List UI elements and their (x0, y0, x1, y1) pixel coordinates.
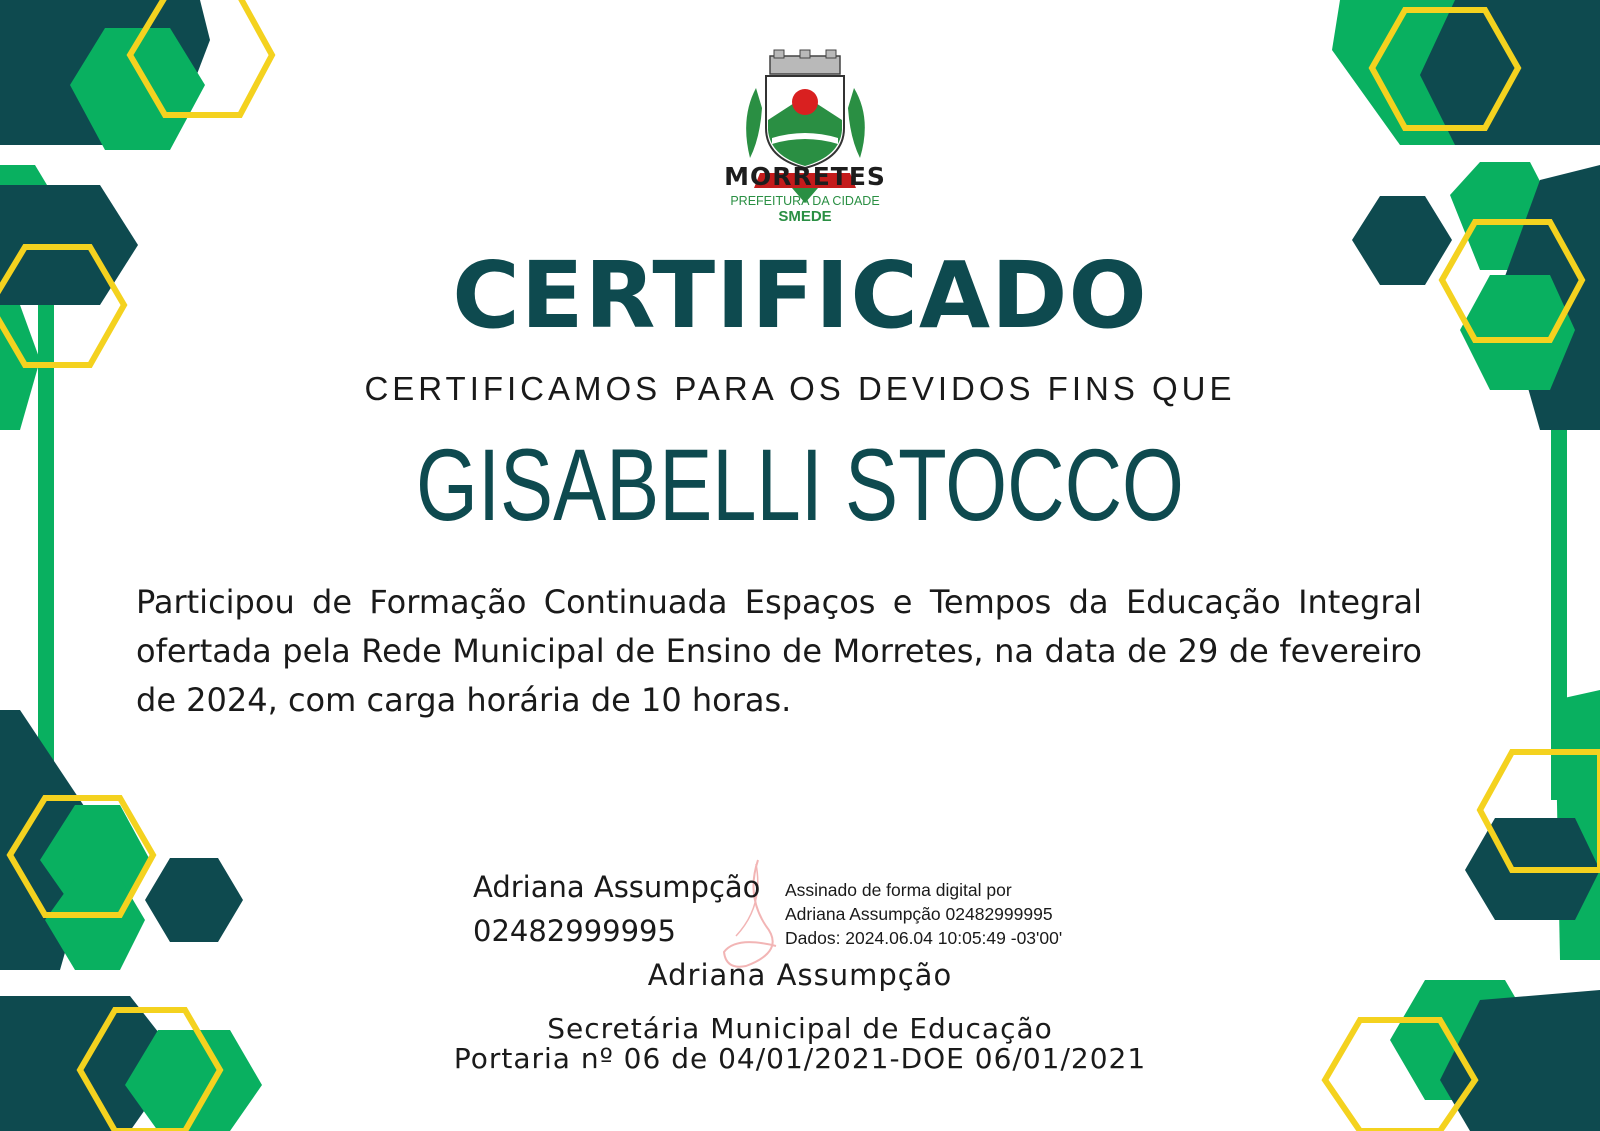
hexagon-shape (1352, 196, 1452, 285)
certificate-title: CERTIFICADO (452, 242, 1148, 349)
logo-department: SMEDE (778, 208, 832, 225)
logo-subtitle: PREFEITURA DA CIDADE (730, 194, 880, 208)
signer-id: 02482999995 (473, 914, 676, 948)
digital-signature-line: Adriana Assumpção 02482999995 (785, 904, 1053, 924)
logo-name: MORRETES (724, 162, 886, 191)
certificate-body: Participou de Formação Continuada Espaços e Tempos da Educação Integral ofertada pela Rede Municipal de Ensino de Morretes, na data de 29 de fevereiro de 2024, com carga horária de 10 horas. (136, 583, 1422, 719)
digital-signature-line: Dados: 2024.06.04 10:05:49 -03'00' (785, 928, 1063, 948)
hexagon-shape (1420, 0, 1600, 145)
left-green-bar (38, 300, 54, 800)
hexagon-shape (145, 858, 243, 942)
secretary-name: Adriana Assumpção (647, 958, 953, 992)
secretary-decree: Portaria nº 06 de 04/01/2021-DOE 06/01/2021 (453, 1042, 1147, 1075)
recipient-name: GISABELLI STOCCO (416, 428, 1184, 542)
digital-signature-line: Assinado de forma digital por (785, 880, 1012, 900)
secretary-role: Secretária Municipal de Educação (547, 1012, 1053, 1045)
digital-signature-block (785, 878, 1062, 950)
signer-name: Adriana Assumpção (473, 870, 761, 904)
certificate-intro: CERTIFICAMOS PARA OS DEVIDOS FINS QUE (364, 370, 1236, 407)
